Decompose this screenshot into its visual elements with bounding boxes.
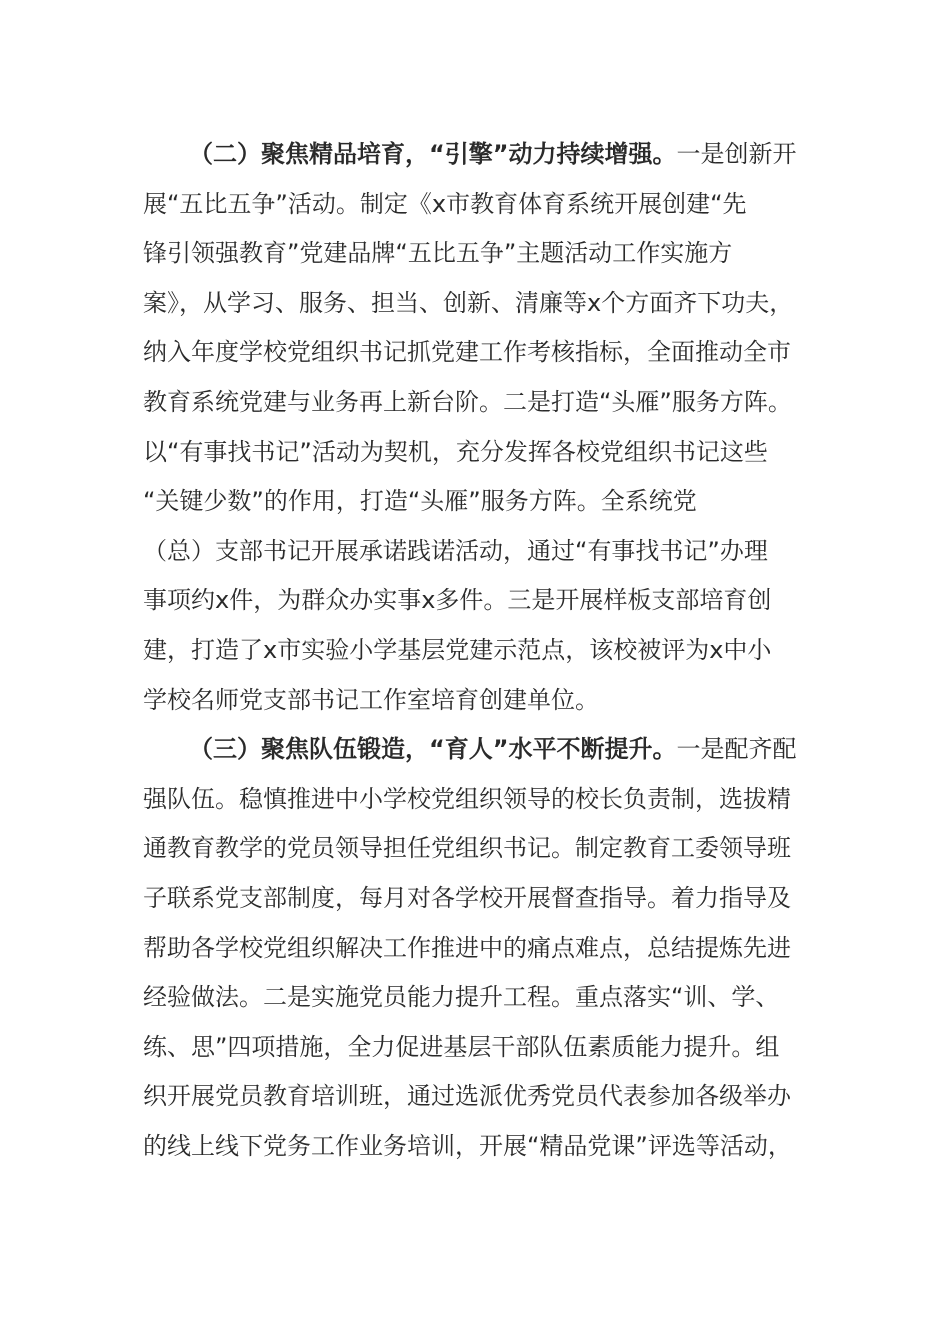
paragraph-2-line-6: 经验做法。二是实施党员能力提升工程。重点落实“训、学、	[143, 983, 780, 1012]
paragraph-2-text: 一是配齐配	[676, 735, 797, 764]
paragraph-1-text: 一是创新开	[676, 140, 797, 168]
paragraph-1-line-8: “关键少数”的作用，打造“头雁”服务方阵。全系统党	[143, 487, 697, 516]
paragraph-2-line-5: 帮助各学校党组织解决工作推进中的痛点难点，总结提炼先进	[143, 933, 791, 962]
paragraph-1-line-9: （总）支部书记开展承诺践诺活动，通过“有事找书记”办理	[143, 536, 768, 565]
paragraph-2-line-2: 强队伍。稳慎推进中小学校党组织领导的校长负责制，选拔精	[143, 784, 791, 813]
paragraph-1-line-10: 事项约x件，为群众办实事x多件。三是开展样板支部培育创	[143, 586, 772, 615]
paragraph-1-line-2: 展“五比五争”活动。制定《x市教育体育系统开展创建“先	[143, 189, 747, 218]
paragraph-1-line-3: 锋引领强教育”党建品牌“五比五争”主题活动工作实施方	[143, 239, 733, 268]
paragraph-2-line-9: 的线上线下党务工作业务培训，开展“精品党课”评选等活动，	[143, 1131, 792, 1160]
paragraph-2-line-3: 通教育教学的党员领导担任党组织书记。制定教育工委领导班	[143, 834, 791, 863]
paragraph-1-line-12: 学校名师党支部书记工作室培育创建单位。	[143, 685, 599, 714]
paragraph-2-line-1	[143, 725, 808, 775]
paragraph-2-line-7: 练、思”四项措施，全力促进基层干部队伍素质能力提升。组	[143, 1032, 780, 1061]
document-body	[143, 130, 808, 1171]
paragraph-1-line-4: 案》，从学习、服务、担当、创新、清廉等x个方面齐下功夫，	[143, 288, 794, 317]
paragraph-1-line-6: 教育系统党建与业务再上新台阶。二是打造“头雁”服务方阵。	[143, 387, 792, 416]
paragraph-2-heading: （三）聚焦队伍锻造，“育人”水平不断提升。	[189, 735, 677, 764]
paragraph-2-line-8: 织开展党员教育培训班，通过选派优秀党员代表参加各级举办	[143, 1082, 791, 1111]
paragraph-1-line-11: 建，打造了x市实验小学基层党建示范点，该校被评为x中小	[143, 635, 772, 664]
paragraph-1-line-7: 以“有事找书记”活动为契机，充分发挥各校党组织书记这些	[143, 437, 768, 466]
paragraph-1-line-1	[143, 130, 808, 180]
paragraph-1-line-5: 纳入年度学校党组织书记抓党建工作考核指标，全面推动全市	[143, 338, 791, 367]
paragraph-2-line-4: 子联系党支部制度，每月对各学校开展督查指导。着力指导及	[143, 883, 791, 912]
paragraph-1-heading: （二）聚焦精品培育，“引擎”动力持续增强。	[189, 140, 677, 168]
